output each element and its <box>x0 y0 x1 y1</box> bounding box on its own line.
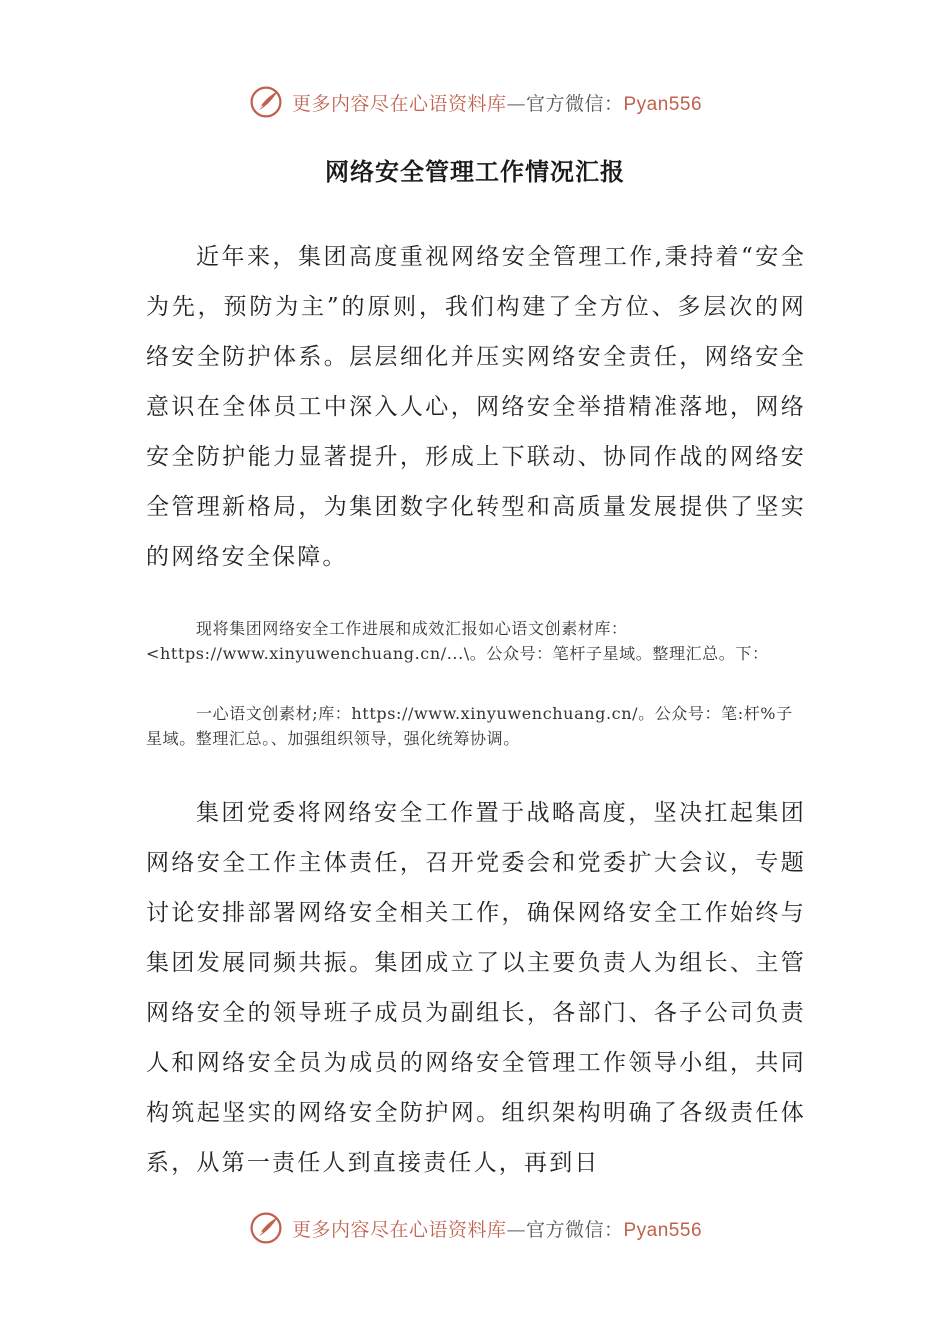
footer-main-text: 更多内容尽在心语资料库 <box>291 1218 507 1241</box>
footer-wechat-label: 官方微信： <box>525 1218 624 1241</box>
body-paragraph-note-2: 一心语文创素材;库：https://www.xinyuwenchuang.cn/。公众号：笔:杆%子星域。整理汇总。、加强组织领导，强化统筹协调。 <box>146 704 793 748</box>
banner-wechat-label: 官方微信： <box>525 92 624 115</box>
body-paragraph-intro: 近年来，集团高度重视网络安全管理工作,秉持着“安全为先，预防为主”的原则，我们构建了全方位、多层次的网络安全防护体系。层层细化并压实网络安全责任，网络安全意识在全体员工中深入人心，网络安全举措精准落地，网络安全防护能力显著提升，形成上下联动、协同作战的网络安全管理新格局，为集团数字化转型和高质量发展提供了坚实的网络安全保障。 <box>146 244 806 570</box>
quill-pen-icon <box>248 84 284 120</box>
body-paragraph-note-1: 现将集团网络安全工作进展和成效汇报如心语文创素材库：<https://www.xinyuwenchuang.cn/...\。公众号：笔杆子星域。整理汇总。下： <box>146 619 769 663</box>
banner-wechat-id: Pyan556 <box>623 93 703 115</box>
banner-separator: — <box>506 92 526 115</box>
document-title: 网络安全管理工作情况汇报 <box>325 157 625 186</box>
banner-main-text: 更多内容尽在心语资料库 <box>291 92 507 115</box>
quill-pen-icon <box>248 1210 284 1246</box>
footer-wechat-id: Pyan556 <box>623 1219 703 1241</box>
footer-separator: — <box>506 1218 526 1241</box>
header-banner <box>0 80 950 124</box>
footer-banner <box>0 1206 950 1250</box>
body-paragraph-organization: 集团党委将网络安全工作置于战略高度，坚决扛起集团网络安全工作主体责任，召开党委会和党委扩大会议，专题讨论安排部署网络安全相关工作，确保网络安全工作始终与集团发展同频共振。集团成立了以主要负责人为组长、主管网络安全的领导班子成员为副组长，各部门、各子公司负责人和网络安全员为成员的网络安全管理工作领导小组，共同构筑起坚实的网络安全防护网。组织架构明确了各级责任体系，从第一责任人到直接责任人，再到日 <box>146 800 806 1176</box>
